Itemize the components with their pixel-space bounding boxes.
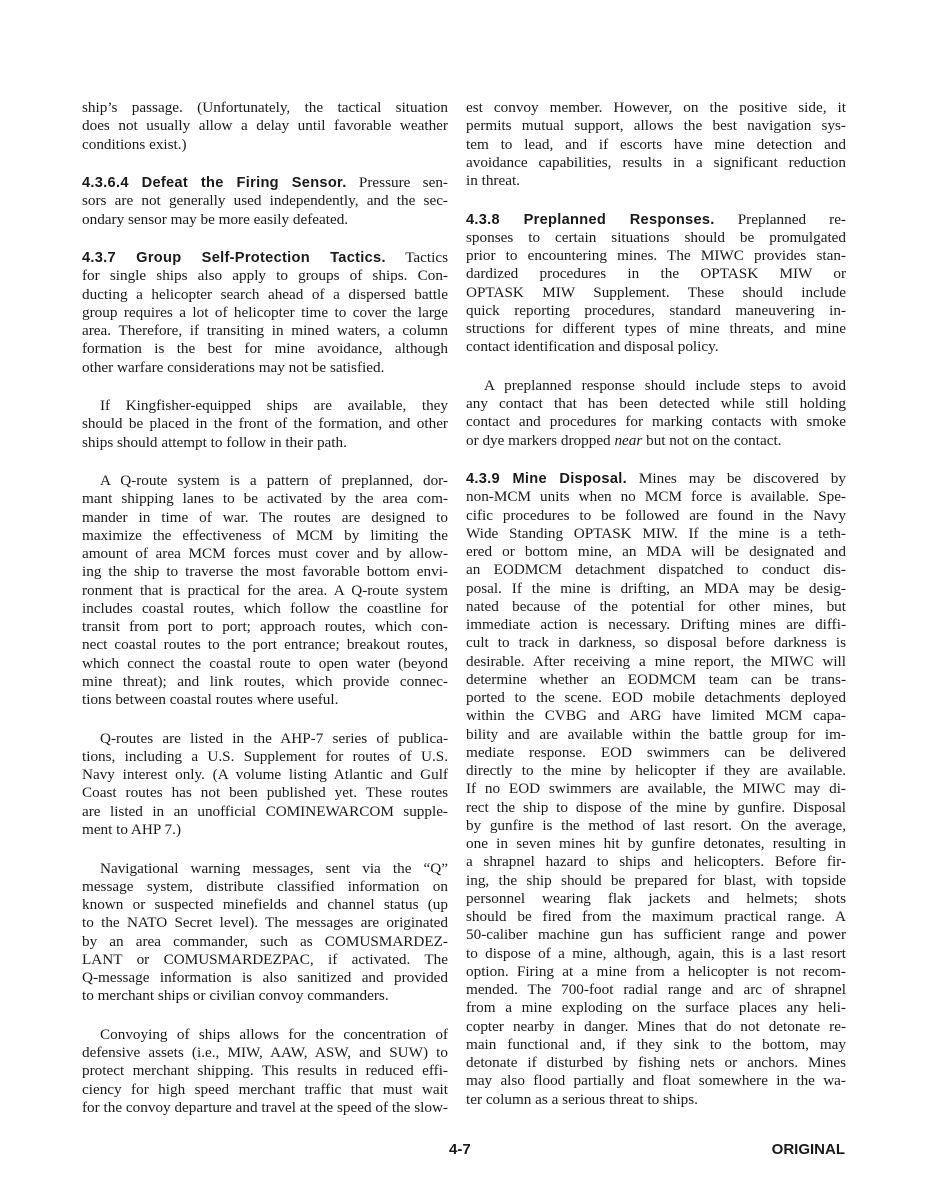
line-text: to the NATO Secret level). The messages are originated	[82, 914, 448, 932]
text-line	[466, 1054, 846, 1072]
section-heading: 4.3.6.4 Defeat the Firing Sensor.	[82, 175, 347, 192]
line-text: by gunfire is the method of last resort. On the average,	[466, 816, 846, 834]
text-line	[82, 415, 448, 433]
line-text: cific procedures to be followed are found in the Navy	[466, 506, 846, 524]
text-line	[466, 1091, 846, 1109]
line-text: from a mine exploding on the surface places any heli-	[466, 999, 846, 1017]
text-line	[82, 359, 448, 377]
line-text: area. Therefore, if transiting in mined waters, a column	[82, 322, 448, 340]
text-line	[82, 673, 448, 691]
left-column	[82, 99, 448, 1137]
line-text: ment to AHP 7.)	[82, 820, 181, 838]
line-text: Tactics	[385, 249, 448, 267]
text-line	[466, 963, 846, 981]
text-line	[82, 304, 448, 322]
line-text: by an area commander, such as COMUSMARDEZ-	[82, 932, 448, 950]
line-text: for single ships also apply to groups of ships. Con-	[82, 267, 448, 285]
text-line	[466, 413, 846, 431]
line-text: prior to encountering mines. The MIWC provides stan-	[466, 247, 846, 265]
line-text: includes coastal routes, which follow the coastline for	[82, 599, 448, 617]
line-text: Coast routes has not been published yet. These routes	[82, 784, 448, 802]
text-line	[466, 338, 846, 356]
paragraph	[82, 472, 448, 709]
line-text: personnel wearing flak jackets and helmets; shots	[466, 889, 846, 907]
text-line	[466, 872, 846, 890]
text-line	[466, 817, 846, 835]
line-text: non-MCM units when no MCM force is available. Spe-	[466, 488, 846, 506]
line-text: which connect the coastal route to open water (beyond	[82, 654, 448, 672]
text-line	[466, 580, 846, 598]
line-text: does not usually allow a delay until favorable weather	[82, 117, 448, 135]
text-line	[466, 117, 846, 135]
text-segment: but not on the contact.	[642, 431, 782, 449]
line-text: one in seven mines hit by gunfire detonates, resulting in	[466, 835, 846, 853]
text-line	[82, 618, 448, 636]
text-line	[466, 1018, 846, 1036]
line-text: transit from port to port; approach routes, which con-	[82, 618, 448, 636]
text-line	[82, 490, 448, 508]
line-text: are listed in an unofficial COMINEWARCOM supple-	[82, 802, 448, 820]
line-text: within the CVBG and ARG have limited MCM capa-	[466, 707, 846, 725]
text-line	[466, 470, 846, 488]
line-text: protect merchant shipping. This results in reduced effi-	[82, 1062, 448, 1080]
text-line	[466, 507, 846, 525]
text-line	[466, 136, 846, 154]
text-line	[466, 525, 846, 543]
paragraph	[82, 397, 448, 452]
text-line	[82, 286, 448, 304]
line-text: should be fired from the maximum practical range. A	[466, 908, 846, 926]
line-text: ter column as a serious threat to ships.	[466, 1090, 698, 1108]
line-text: If Kingfisher-equipped ships are available, they	[100, 397, 448, 415]
line-text: sponses to certain situations should be promulgated	[466, 228, 846, 246]
paragraph	[466, 99, 846, 190]
paragraph	[82, 1026, 448, 1117]
section-paragraph	[466, 470, 846, 1109]
text-line	[466, 634, 846, 652]
line-text: quick reporting procedures, standard maneuvering in-	[466, 301, 846, 319]
line-text: a shrapnel hazard to ships and helicopters. Before fir-	[466, 853, 846, 871]
text-line	[466, 762, 846, 780]
line-text: detonate if disturbed by fishing nets or anchors. Mines	[466, 1054, 846, 1072]
line-text: Wide Standing OPTASK MIW. If the mine is a teth-	[466, 524, 846, 542]
text-line	[82, 748, 448, 766]
text-line	[82, 784, 448, 802]
text-line	[466, 999, 846, 1017]
text-line	[82, 803, 448, 821]
text-line	[466, 561, 846, 579]
document-status: ORIGINAL	[771, 1141, 845, 1158]
text-line	[466, 890, 846, 908]
line-text: OPTASK MIW Supplement. These should include	[466, 283, 846, 301]
text-line	[82, 1099, 448, 1117]
line-text: Q-routes are listed in the AHP-7 series of publica-	[100, 729, 448, 747]
line-text: immediate action is necessary. Drifting mines are diffi-	[466, 616, 846, 634]
text-line	[82, 821, 448, 839]
line-text: ing, the ship should be prepared for blast, with topside	[466, 871, 846, 889]
line-text: bility and are available within the battle group for im-	[466, 725, 846, 743]
text-line	[466, 616, 846, 634]
line-text: should be placed in the front of the formation, and other	[82, 415, 448, 433]
line-text: amount of area MCM forces must cover and by allow-	[82, 545, 448, 563]
line-text: LANT or COMUSMARDEZPAC, if activated. The	[82, 950, 448, 968]
line-text: Convoying of ships allows for the concentration of	[100, 1025, 448, 1043]
text-line	[466, 377, 846, 395]
text-line	[466, 302, 846, 320]
text-line	[82, 896, 448, 914]
line-text: copter nearby in danger. Mines that do not detonate re-	[466, 1017, 846, 1035]
text-line	[82, 192, 448, 210]
line-text: desirable. After receiving a mine report, the MIWC will	[466, 652, 846, 670]
line-text: ships should attempt to follow in their path.	[82, 433, 347, 451]
text-line	[466, 653, 846, 671]
section-paragraph	[466, 211, 846, 357]
line-text: avoidance capabilities, results in a significant reduction	[466, 153, 846, 171]
text-line	[466, 598, 846, 616]
section-heading: 4.3.7 Group Self-Protection Tactics.	[82, 250, 386, 267]
paragraph	[82, 99, 448, 154]
text-line	[82, 933, 448, 951]
text-line	[82, 600, 448, 618]
line-text: mander in time of war. The routes are designed to	[82, 508, 448, 526]
text-line	[82, 322, 448, 340]
line-text: Mines may be discovered by	[626, 470, 846, 488]
line-text: Navigational warning messages, sent via the “Q”	[100, 859, 448, 877]
line-text: known or suspected minefields and channel status (up	[82, 896, 448, 914]
line-text: dardized procedures in the OPTASK MIW or	[466, 265, 846, 283]
line-text: message system, distribute classified information on	[82, 877, 448, 895]
text-line	[466, 247, 846, 265]
text-line	[466, 488, 846, 506]
line-text: directly to the mine by helicopter if they are available.	[466, 762, 846, 780]
text-line	[82, 582, 448, 600]
line-text: other warfare considerations may not be satisfied.	[82, 358, 385, 376]
line-text: an EODMCM detachment dispatched to conduct dis-	[466, 561, 846, 579]
text-line	[466, 211, 846, 229]
text-line	[466, 689, 846, 707]
line-text: structions for different types of mine threats, and mine	[466, 320, 846, 338]
line-text: in threat.	[466, 172, 520, 189]
text-line	[82, 136, 448, 154]
right-column	[466, 99, 846, 1129]
text-line	[466, 780, 846, 798]
text-line	[466, 945, 846, 963]
line-text: Preplanned re-	[714, 210, 846, 228]
line-text: determine whether an EODMCM team can be trans-	[466, 670, 846, 688]
line-text: option. Firing at a mine from a helicopter is not recom-	[466, 962, 846, 980]
line-text: Pressure sen-	[346, 174, 448, 192]
line-text: contact and procedures for marking contacts with smoke	[466, 413, 846, 431]
line-text: tions between coastal routes where useful.	[82, 691, 339, 709]
text-line	[466, 284, 846, 302]
text-line	[82, 914, 448, 932]
text-line	[466, 853, 846, 871]
text-line	[82, 636, 448, 654]
line-text: tem to lead, and if escorts have mine detection and	[466, 135, 846, 153]
line-text: defensive assets (i.e., MIW, AAW, ASW, and SUW) to	[82, 1044, 448, 1062]
line-text: to merchant ships or civilian convoy commanders.	[82, 987, 389, 1005]
text-line	[82, 655, 448, 673]
line-text: mended. The 700-foot radial range and arc of shrapnel	[466, 981, 846, 999]
text-line	[466, 543, 846, 561]
text-line	[466, 908, 846, 926]
text-line	[82, 691, 448, 709]
line-text: permits mutual support, allows the best navigation sys-	[466, 117, 846, 135]
text-line	[466, 432, 846, 450]
line-text: contact identification and disposal policy.	[466, 338, 719, 356]
line-text: If no EOD swimmers are available, the MIWC may di-	[466, 780, 846, 798]
text-line	[82, 1044, 448, 1062]
text-line	[82, 1026, 448, 1044]
line-text: maximize the effectiveness of MCM by limiting the	[82, 526, 448, 544]
line-text: 50-caliber machine gun has sufficient range and power	[466, 926, 846, 944]
section-heading: 4.3.8 Preplanned Responses.	[466, 211, 715, 228]
text-line	[82, 397, 448, 415]
text-line	[466, 926, 846, 944]
text-line	[466, 671, 846, 689]
section-paragraph	[82, 249, 448, 377]
line-text: ing the ship to traverse the most favorable bottom envi-	[82, 563, 448, 581]
line-text: sors are not generally used independently, and the sec-	[82, 192, 448, 210]
line-text: cult to track in darkness, so disposal before darkness is	[466, 634, 846, 652]
text-line	[466, 981, 846, 999]
text-line	[82, 1081, 448, 1099]
text-line	[466, 835, 846, 853]
text-line	[82, 878, 448, 896]
line-text: may also flood partially and float somewhere in the wa-	[466, 1072, 846, 1090]
text-line	[82, 1062, 448, 1080]
text-line	[466, 1072, 846, 1090]
line-text: Q-message information is also sanitized and provided	[82, 969, 448, 987]
line-text: posal. If the mine is drifting, an MDA may be desig-	[466, 579, 846, 597]
line-text: ondary sensor may be more easily defeated.	[82, 210, 349, 228]
text-line	[466, 172, 846, 190]
line-text: rect the ship to dispose of the mine by gunfire. Disposal	[466, 798, 846, 816]
text-line	[82, 969, 448, 987]
text-line	[82, 545, 448, 563]
line-text: main functional and, if they sink to the bottom, may	[466, 1035, 846, 1053]
paragraph	[466, 377, 846, 450]
text-line	[82, 987, 448, 1005]
line-text: ducting a helicopter search ahead of a dispersed battle	[82, 285, 448, 303]
text-line	[82, 766, 448, 784]
line-text: to dispose of a mine, although, again, this is a last resort	[466, 944, 846, 962]
line-text: any contact that has been detected while still holding	[466, 395, 846, 413]
text-line	[82, 340, 448, 358]
text-line	[82, 860, 448, 878]
text-line	[466, 154, 846, 172]
line-text: ported to the scene. EOD mobile detachments deployed	[466, 689, 846, 707]
paragraph	[82, 730, 448, 840]
line-text: ronment that is practical for the area. A Q-route system	[82, 581, 448, 599]
line-text: mine threat); and link routes, which provide connec-	[82, 672, 448, 690]
text-line	[82, 951, 448, 969]
text-line	[82, 211, 448, 229]
text-line	[466, 229, 846, 247]
text-line	[82, 267, 448, 285]
text-line	[466, 744, 846, 762]
text-line	[82, 434, 448, 452]
text-line	[82, 730, 448, 748]
text-line	[82, 527, 448, 545]
line-text: ciency for high speed merchant traffic that must wait	[82, 1080, 448, 1098]
line-text: nect coastal routes to the port entrance; breakout routes,	[82, 636, 448, 654]
line-text: tions, including a U.S. Supplement for routes of U.S.	[82, 747, 448, 765]
text-line	[466, 707, 846, 725]
text-line	[466, 395, 846, 413]
text-line	[82, 117, 448, 135]
text-line	[82, 509, 448, 527]
text-line	[82, 472, 448, 490]
emphasis-text: near	[614, 431, 643, 449]
text-line	[466, 799, 846, 817]
text-line	[466, 265, 846, 283]
line-text: formation is the best for mine avoidance, although	[82, 340, 448, 358]
line-text: ship’s passage. (Unfortunately, the tactical situation	[82, 99, 448, 116]
line-text: mediate response. EOD swimmers can be delivered	[466, 743, 846, 761]
text-line	[82, 249, 448, 267]
page-number: 4-7	[449, 1141, 471, 1158]
line-text: Navy interest only. (A volume listing Atlantic and Gulf	[82, 766, 448, 784]
line-text: A Q-route system is a pattern of preplanned, dor-	[100, 472, 448, 490]
text-line	[82, 99, 448, 117]
line-text: A preplanned response should include steps to avoid	[484, 376, 846, 394]
text-segment: or dye markers dropped	[466, 431, 615, 449]
text-line	[82, 174, 448, 192]
paragraph	[82, 860, 448, 1006]
text-line	[466, 726, 846, 744]
line-text: est convoy member. However, on the positive side, it	[466, 99, 846, 116]
text-line	[466, 1036, 846, 1054]
text-line	[466, 320, 846, 338]
line-text: ered or bottom mine, an MDA will be designated and	[466, 543, 846, 561]
line-text: for the convoy departure and travel at the speed of the slow-	[82, 1098, 448, 1116]
line-text: nated because of the potential for other mines, but	[466, 597, 846, 615]
line-text: group requires a lot of helicopter time to cover the large	[82, 303, 448, 321]
text-line	[466, 99, 846, 117]
section-heading: 4.3.9 Mine Disposal.	[466, 471, 627, 488]
line-text: mant shipping lanes to be activated by the area com-	[82, 490, 448, 508]
text-line	[82, 563, 448, 581]
line-text: conditions exist.)	[82, 135, 187, 153]
section-paragraph	[82, 174, 448, 229]
